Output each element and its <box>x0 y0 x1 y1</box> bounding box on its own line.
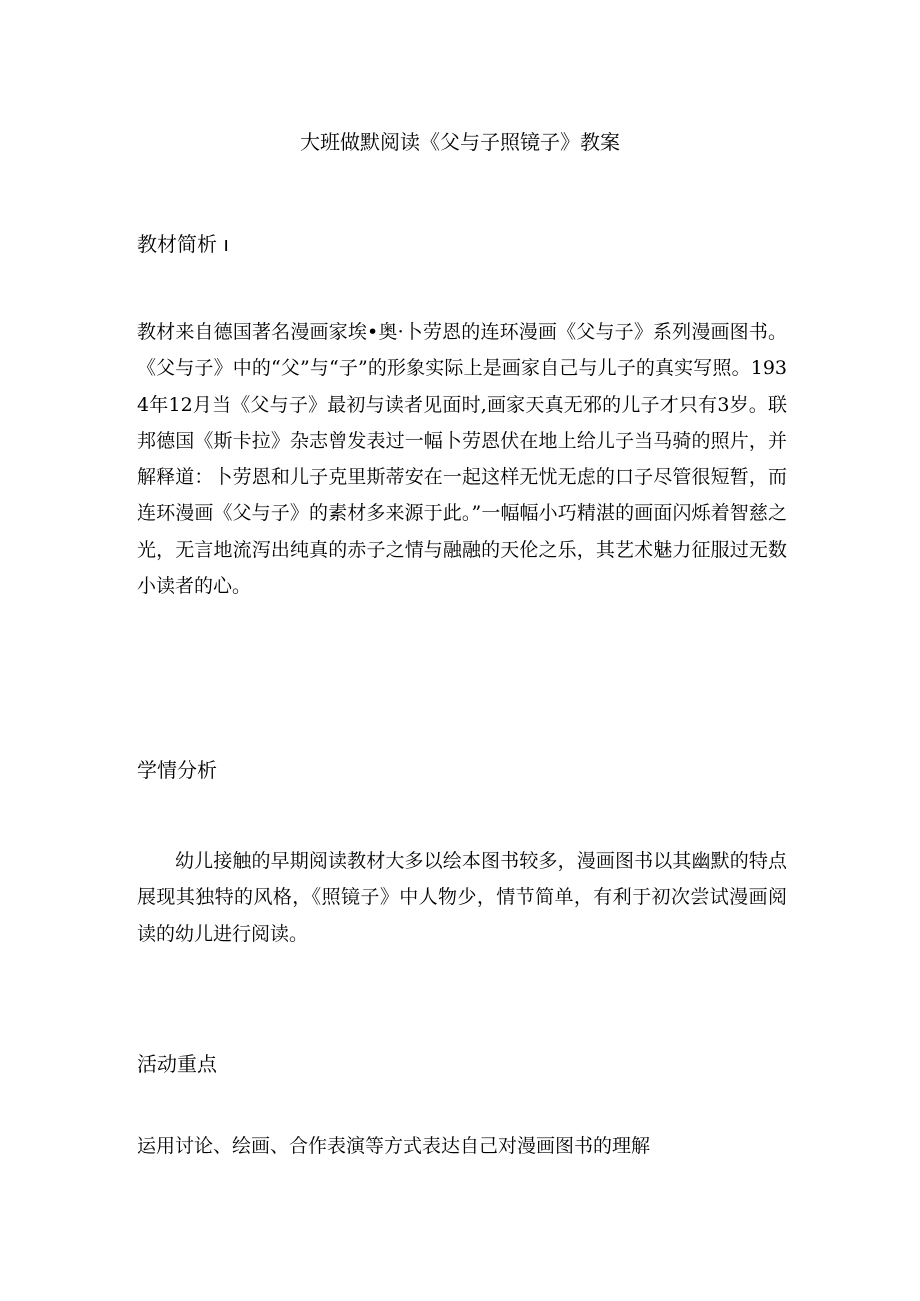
section-heading-focus: 活动重点 <box>137 1052 217 1076</box>
document-title: 大班做默阅读《父与子照镜子》教案 <box>300 130 620 154</box>
section-heading-learners: 学情分析 <box>137 758 217 782</box>
section-body-materials: 教材来自德国著名漫画家埃•奥·卜劳恩的连环漫画《父与子》系列漫画图书。《父与子》中的“父”与“子”的形象实际上是画家自己与儿子的真实写照。1934年12月当《父与子》最初与读者见面时,画家天真无邪的儿子才只有3岁。联邦德国《斯卡拉》杂志曾发表过一幅卜劳恩伏在地上给儿子当马骑的照片，并解释道：卜劳恩和儿子克里斯蒂安在一起这样无忧无虑的口子尽管很短暂，而连环漫画《父与子》的素材多来源于此。”一幅幅小巧精湛的画面闪烁着智慈之光，无言地流泻出纯真的赤子之情与融融的天伦之乐，其艺术魅力征服过无数小读者的心。 <box>137 321 787 598</box>
section-heading-materials: 教材简析 ı <box>137 232 229 256</box>
section-body-learners: 幼儿接触的早期阅读教材大多以绘本图书较多，漫画图书以其幽默的特点展现其独特的风格，《照镜子》中人物少，情节简单，有利于初次尝试漫画阅读的幼儿进行阅读。 <box>137 850 787 945</box>
section-body-focus: 运用讨论、绘画、合作表演等方式表达自己对漫画图书的理解 <box>137 1135 651 1157</box>
